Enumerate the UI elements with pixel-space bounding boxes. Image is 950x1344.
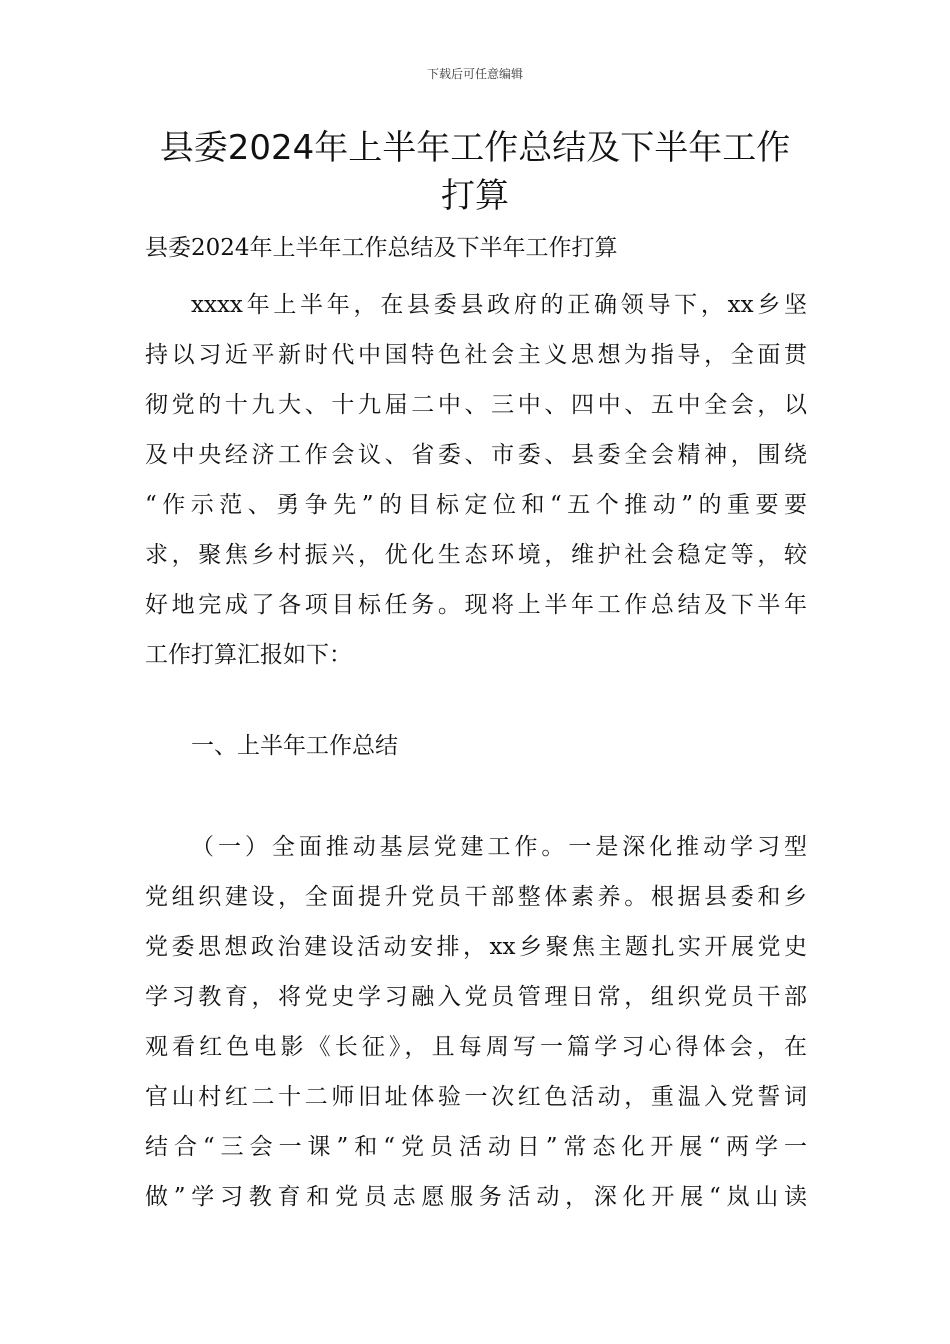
paragraph-line: xxxx年上半年，在县委县政府的正确领导下，xx乡坚 (191, 292, 807, 318)
paragraph-line: 彻党的十九大、十九届二中、三中、四中、五中全会，以 (145, 392, 807, 418)
paragraph-line: 工作打算汇报如下： (145, 642, 352, 668)
paragraph-line: 做”学习教育和党员志愿服务活动，深化开展“岚山读 (145, 1184, 807, 1210)
section-heading: 一、上半年工作总结 (191, 733, 398, 759)
paragraph-line: 求，聚焦乡村振兴，优化生态环境，维护社会稳定等，较 (145, 542, 807, 568)
header-note: 下载后可任意编辑 (426, 67, 523, 81)
paragraph-line: 好地完成了各项目标任务。现将上半年工作总结及下半年 (145, 592, 807, 618)
paragraph-line: 官山村红二十二师旧址体验一次红色活动，重温入党誓词 (145, 1084, 807, 1110)
document-subtitle: 县委2024年上半年工作总结及下半年工作打算 (145, 235, 618, 261)
document-title-line-1: 县委2024年上半年工作总结及下半年工作 (159, 128, 791, 168)
paragraph-line: 学习教育，将党史学习融入党员管理日常，组织党员干部 (145, 984, 807, 1010)
document-title (135, 124, 815, 220)
paragraph-line: 及中央经济工作会议、省委、市委、县委全会精神，围绕 (145, 442, 807, 468)
paragraph-line: “作示范、勇争先”的目标定位和“五个推动”的重要要 (145, 492, 807, 518)
document-title-line-2: 打算 (441, 176, 509, 216)
section-paragraph (145, 822, 807, 1222)
paragraph-line: 持以习近平新时代中国特色社会主义思想为指导，全面贯 (145, 342, 807, 368)
intro-paragraph (145, 280, 807, 680)
paragraph-line: （一）全面推动基层党建工作。一是深化推动学习型 (191, 834, 807, 860)
paragraph-line: 党组织建设，全面提升党员干部整体素养。根据县委和乡 (145, 884, 807, 910)
paragraph-line: 观看红色电影《长征》，且每周写一篇学习心得体会，在 (145, 1034, 807, 1060)
paragraph-line: 结合“三会一课”和“党员活动日”常态化开展“两学一 (145, 1134, 807, 1160)
paragraph-line: 党委思想政治建设活动安排，xx乡聚焦主题扎实开展党史 (145, 934, 807, 960)
